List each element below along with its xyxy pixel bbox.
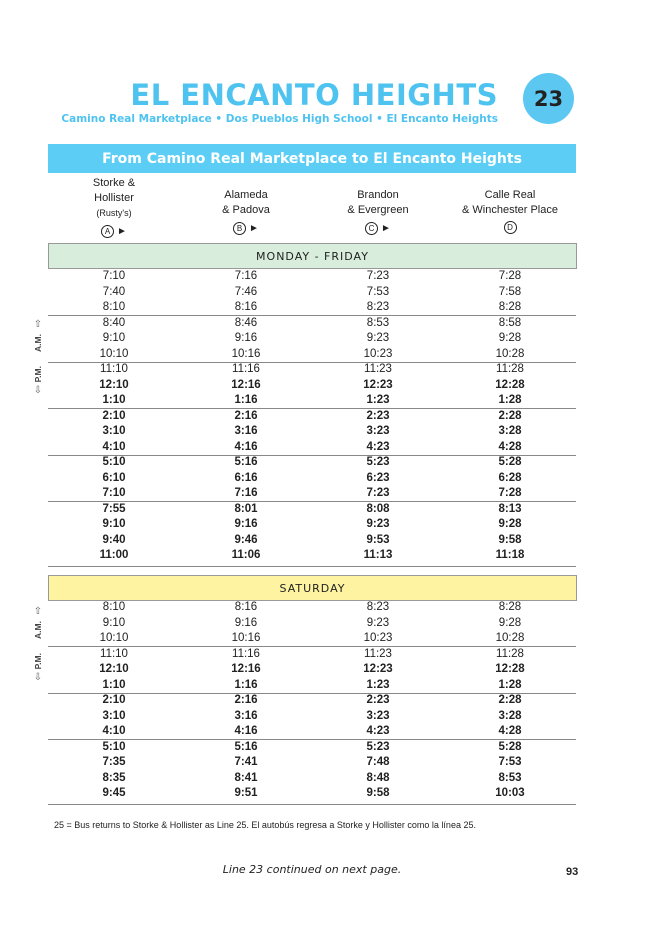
time-cell: 10:10 bbox=[99, 347, 129, 360]
table-row bbox=[48, 692, 576, 708]
time-cell: 4:10 bbox=[102, 440, 126, 453]
time-cell: 1:16 bbox=[234, 678, 258, 691]
table-row bbox=[48, 501, 576, 517]
time-cell: 9:53 bbox=[366, 533, 390, 546]
table-row bbox=[48, 532, 576, 548]
table-row bbox=[48, 770, 576, 786]
time-cell: 8:10 bbox=[102, 301, 126, 313]
time-cell: 5:16 bbox=[234, 740, 258, 753]
time-cell: 2:23 bbox=[366, 409, 390, 422]
time-cell: 7:10 bbox=[102, 487, 126, 499]
time-cell: 4:23 bbox=[366, 725, 390, 737]
saturday-section-header: SATURDAY bbox=[48, 575, 577, 601]
time-cell: 7:48 bbox=[366, 756, 390, 768]
time-cell: 1:23 bbox=[366, 394, 390, 406]
stop-header-storke-hollister bbox=[48, 176, 180, 239]
time-cell: 8:16 bbox=[234, 301, 258, 313]
time-cell: 8:28 bbox=[498, 301, 522, 313]
time-cell: 8:53 bbox=[366, 316, 390, 329]
time-cell: 9:40 bbox=[102, 533, 126, 546]
table-row bbox=[48, 646, 576, 662]
time-cell: 11:18 bbox=[495, 549, 525, 561]
timepoint-circle-icon: B bbox=[233, 222, 246, 235]
table-row bbox=[48, 346, 576, 362]
time-cell: 5:10 bbox=[102, 740, 126, 753]
table-row bbox=[48, 723, 576, 739]
time-cell: 10:23 bbox=[363, 632, 393, 644]
timepoint-circle-icon: A bbox=[101, 225, 114, 238]
time-cell: 6:16 bbox=[234, 471, 258, 484]
time-cell: 5:23 bbox=[366, 456, 390, 468]
time-cell: 7:10 bbox=[102, 270, 126, 282]
time-cell: 9:16 bbox=[234, 616, 258, 629]
pm-label: P.M. bbox=[33, 365, 43, 383]
table-row bbox=[48, 315, 576, 331]
time-cell: 3:28 bbox=[498, 425, 522, 437]
time-cell: 4:10 bbox=[102, 725, 126, 737]
time-cell: 7:16 bbox=[234, 270, 258, 282]
time-cell: 3:10 bbox=[102, 709, 126, 722]
time-cell: 5:28 bbox=[498, 456, 522, 468]
stop-header-calle-real-winchester bbox=[444, 188, 576, 235]
time-cell: 12:16 bbox=[231, 663, 261, 675]
time-cell: 10:16 bbox=[231, 347, 261, 360]
time-cell: 2:28 bbox=[498, 409, 522, 422]
stop-name-line1: Brandon bbox=[357, 189, 399, 201]
table-row bbox=[48, 439, 576, 455]
up-arrow-icon: ⇧ bbox=[33, 606, 43, 617]
time-cell: 8:53 bbox=[498, 771, 522, 784]
time-cell: 10:03 bbox=[495, 787, 525, 799]
right-arrow-icon: ► bbox=[117, 226, 127, 237]
weekday-section-header: MONDAY - FRIDAY bbox=[48, 243, 577, 269]
time-cell: 6:10 bbox=[102, 471, 126, 484]
time-cell: 3:28 bbox=[498, 709, 522, 722]
time-cell: 10:28 bbox=[495, 347, 525, 360]
stop-name-line1: Alameda bbox=[224, 189, 268, 201]
table-row bbox=[48, 454, 576, 470]
table-row bbox=[48, 485, 576, 501]
time-cell: 9:10 bbox=[102, 616, 126, 629]
time-cell: 10:10 bbox=[99, 632, 129, 644]
time-cell: 10:23 bbox=[363, 347, 393, 360]
time-cell: 12:10 bbox=[99, 663, 129, 675]
time-cell: 8:46 bbox=[234, 316, 258, 329]
time-cell: 1:10 bbox=[102, 394, 126, 406]
time-cell: 7:55 bbox=[102, 502, 126, 515]
time-cell: 7:23 bbox=[366, 487, 390, 499]
time-cell: 3:16 bbox=[234, 709, 258, 722]
table-row bbox=[48, 677, 576, 693]
time-cell: 9:28 bbox=[498, 518, 522, 530]
table-row bbox=[48, 754, 576, 770]
table-row bbox=[48, 630, 576, 646]
timepoint-circle-icon: C bbox=[365, 222, 378, 235]
time-cell: 9:58 bbox=[366, 787, 390, 799]
time-cell: 7:23 bbox=[366, 270, 390, 282]
time-cell: 1:16 bbox=[234, 394, 258, 406]
time-cell: 7:40 bbox=[102, 285, 126, 298]
table-row bbox=[48, 408, 576, 424]
stop-name-line3: (Rusty's) bbox=[96, 208, 132, 218]
time-cell: 10:28 bbox=[495, 632, 525, 644]
time-cell: 11:23 bbox=[364, 363, 392, 375]
table-row bbox=[48, 615, 576, 631]
time-cell: 4:16 bbox=[234, 725, 258, 737]
time-cell: 9:46 bbox=[234, 533, 258, 546]
stop-header-alameda-padova bbox=[180, 188, 312, 236]
time-cell: 9:23 bbox=[366, 616, 390, 629]
am-pm-indicator bbox=[28, 320, 48, 396]
am-label: A.M. bbox=[33, 334, 43, 352]
time-cell: 12:28 bbox=[495, 378, 525, 391]
down-arrow-icon: ⇩ bbox=[33, 672, 43, 684]
time-cell: 8:40 bbox=[102, 316, 126, 329]
time-cell: 8:01 bbox=[234, 502, 258, 515]
table-row bbox=[48, 470, 576, 486]
timepoint-code bbox=[365, 221, 391, 236]
table-row bbox=[48, 423, 576, 439]
table-row bbox=[48, 330, 576, 346]
time-cell: 9:28 bbox=[498, 332, 522, 344]
time-cell: 5:16 bbox=[234, 456, 258, 468]
table-row bbox=[48, 661, 576, 677]
timepoint-code bbox=[101, 224, 127, 239]
time-cell: 2:10 bbox=[102, 409, 126, 422]
time-cell: 9:23 bbox=[366, 332, 390, 344]
table-row bbox=[48, 599, 576, 615]
time-cell: 9:10 bbox=[102, 518, 126, 530]
time-cell: 2:23 bbox=[366, 694, 390, 706]
time-cell: 12:28 bbox=[495, 663, 525, 675]
time-cell: 9:45 bbox=[102, 787, 126, 799]
am-pm-indicator bbox=[28, 607, 48, 683]
table-row bbox=[48, 377, 576, 393]
continued-note: Line 23 continued on next page. bbox=[222, 863, 402, 876]
up-arrow-icon: ⇧ bbox=[33, 319, 43, 330]
table-row bbox=[48, 361, 576, 377]
time-cell: 11:06 bbox=[231, 549, 261, 561]
direction-banner: From Camino Real Marketplace to El Encanto Heights bbox=[48, 144, 576, 173]
time-cell: 2:28 bbox=[498, 694, 522, 706]
time-cell: 11:16 bbox=[232, 647, 260, 660]
time-cell: 8:23 bbox=[366, 301, 390, 313]
table-row bbox=[48, 547, 576, 563]
stop-name-line1: Storke & bbox=[92, 177, 136, 189]
time-cell: 1:28 bbox=[498, 394, 522, 406]
time-cell: 12:23 bbox=[363, 378, 393, 391]
table-bottom-rule bbox=[48, 804, 576, 805]
time-cell: 2:10 bbox=[102, 694, 126, 706]
footnote: 25 = Bus returns to Storke & Hollister as Line 25. El autobús regresa a Storke y Hollister como la línea 25. bbox=[54, 820, 476, 830]
stop-header-brandon-evergreen bbox=[312, 188, 444, 236]
time-cell: 10:16 bbox=[231, 632, 261, 644]
time-cell: 7:53 bbox=[498, 756, 522, 768]
time-cell: 4:16 bbox=[234, 440, 258, 453]
timepoint-code bbox=[233, 221, 259, 236]
time-cell: 12:23 bbox=[363, 663, 393, 675]
stop-name-line2: & Padova bbox=[222, 204, 270, 216]
right-arrow-icon: ► bbox=[381, 223, 391, 234]
time-cell: 5:28 bbox=[498, 740, 522, 753]
time-cell: 8:16 bbox=[234, 601, 258, 613]
time-cell: 7:28 bbox=[498, 270, 522, 282]
time-cell: 7:35 bbox=[102, 756, 126, 768]
table-row bbox=[48, 299, 576, 315]
time-cell: 11:10 bbox=[100, 363, 128, 375]
timepoint-code bbox=[504, 221, 517, 234]
time-cell: 4:23 bbox=[366, 440, 390, 453]
stop-name-line2: & Winchester Place bbox=[462, 204, 558, 216]
table-row bbox=[48, 392, 576, 408]
time-cell: 11:00 bbox=[99, 549, 129, 561]
time-cell: 7:16 bbox=[234, 487, 258, 499]
time-cell: 3:10 bbox=[102, 425, 126, 437]
time-cell: 8:28 bbox=[498, 601, 522, 613]
time-cell: 2:16 bbox=[234, 694, 258, 706]
time-cell: 9:16 bbox=[234, 518, 258, 530]
time-cell: 8:41 bbox=[234, 771, 258, 784]
pm-label: P.M. bbox=[33, 652, 43, 670]
time-cell: 9:23 bbox=[366, 518, 390, 530]
down-arrow-icon: ⇩ bbox=[33, 385, 43, 397]
time-cell: 1:23 bbox=[366, 678, 390, 691]
time-cell: 8:58 bbox=[498, 316, 522, 329]
time-cell: 5:23 bbox=[366, 740, 390, 753]
time-cell: 6:23 bbox=[366, 471, 390, 484]
time-cell: 8:35 bbox=[102, 771, 126, 784]
time-cell: 11:16 bbox=[232, 363, 260, 375]
right-arrow-icon: ► bbox=[249, 223, 259, 234]
page-number: 93 bbox=[566, 866, 579, 878]
time-cell: 7:41 bbox=[234, 756, 258, 768]
stop-name-line2: & Evergreen bbox=[347, 204, 409, 216]
time-cell: 4:28 bbox=[498, 725, 522, 737]
time-cell: 3:16 bbox=[234, 425, 258, 437]
table-row bbox=[48, 739, 576, 755]
time-cell: 4:28 bbox=[498, 440, 522, 453]
time-cell: 9:51 bbox=[234, 787, 258, 799]
table-bottom-rule bbox=[48, 566, 576, 567]
time-cell: 2:16 bbox=[234, 409, 258, 422]
route-subtitle: Camino Real Marketplace • Dos Pueblos High School • El Encanto Heights bbox=[61, 113, 498, 125]
time-cell: 1:10 bbox=[102, 678, 126, 691]
time-cell: 9:58 bbox=[498, 533, 522, 546]
time-cell: 8:08 bbox=[366, 502, 390, 515]
time-cell: 5:10 bbox=[102, 456, 126, 468]
stop-name-line2: Hollister bbox=[94, 192, 134, 204]
time-cell: 8:48 bbox=[366, 771, 390, 784]
time-cell: 11:23 bbox=[364, 647, 392, 660]
time-cell: 7:53 bbox=[366, 285, 390, 298]
stop-name-line1: Calle Real bbox=[484, 189, 536, 201]
time-cell: 12:10 bbox=[99, 378, 129, 391]
time-cell: 9:28 bbox=[498, 616, 522, 629]
time-cell: 3:23 bbox=[366, 709, 390, 722]
am-label: A.M. bbox=[33, 621, 43, 639]
time-cell: 1:28 bbox=[498, 678, 522, 691]
time-cell: 11:13 bbox=[363, 549, 393, 561]
time-cell: 9:16 bbox=[234, 332, 258, 344]
time-cell: 12:16 bbox=[231, 378, 261, 391]
route-number-badge: 23 bbox=[523, 73, 574, 124]
time-cell: 9:10 bbox=[102, 332, 126, 344]
time-cell: 7:58 bbox=[498, 285, 522, 298]
table-row bbox=[48, 284, 576, 300]
table-row bbox=[48, 268, 576, 284]
time-cell: 8:13 bbox=[498, 502, 522, 515]
time-cell: 8:10 bbox=[102, 601, 126, 613]
time-cell: 7:46 bbox=[234, 285, 258, 298]
table-row bbox=[48, 516, 576, 532]
time-cell: 11:28 bbox=[496, 647, 524, 660]
time-cell: 11:10 bbox=[100, 647, 128, 660]
time-cell: 8:23 bbox=[366, 601, 390, 613]
route-title: EL ENCANTO HEIGHTS bbox=[130, 78, 498, 112]
time-cell: 6:28 bbox=[498, 471, 522, 484]
time-cell: 3:23 bbox=[366, 425, 390, 437]
timepoint-circle-icon: D bbox=[504, 221, 517, 234]
table-row bbox=[48, 708, 576, 724]
time-cell: 11:28 bbox=[496, 363, 524, 375]
time-cell: 7:28 bbox=[498, 487, 522, 499]
table-row bbox=[48, 785, 576, 801]
